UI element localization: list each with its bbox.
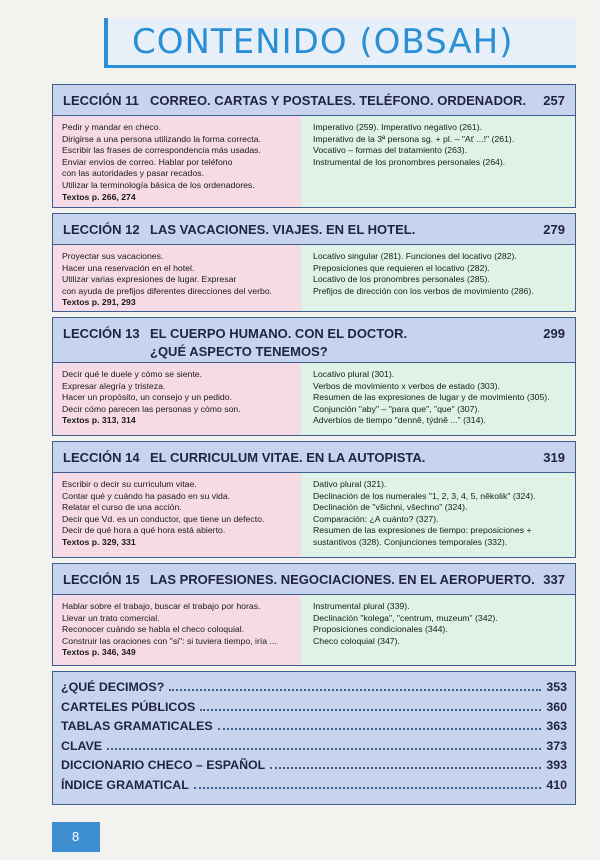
index-entry[interactable] [61,778,567,798]
grammar-line: Prefijos de dirección con los verbos de movimiento (286). [313,285,534,296]
grammar-line: Declinación "kolega", "centrum, muzeum" (342). [313,612,498,623]
index-label: ÍNDICE GRAMATICAL [61,777,189,792]
leader-dots [270,767,541,769]
lesson-header[interactable] [53,85,575,116]
lesson-goals [53,116,301,207]
lesson-11 [52,84,576,208]
grammar-line: Instrumental plural (339). [313,601,410,611]
grammar-line: Instrumental de los pronombres personales (264). [313,156,506,167]
index-label: TABLAS GRAMATICALES [61,719,213,734]
textos-reference: Textos p. 329, 331 [62,536,136,547]
lesson-header[interactable] [53,318,575,363]
textos-reference: Textos p. 291, 293 [62,297,136,308]
grammar-line: Declinación de "všichni, všechno" (324). [313,502,468,513]
goal-line: Llevar un trato comercial. [62,612,160,623]
lesson-page: 319 [543,450,565,465]
index-label: CARTELES PÚBLICOS [61,699,196,714]
goal-line: Decir de qué hora a qué hora está abierto. [62,525,226,536]
lesson-goals [53,595,301,665]
grammar-line: Locativo singular (281). Funciones del locativo (282). [313,251,517,261]
goal-line: Enviar envíos de correo. Hablar por teléfono [62,156,233,167]
goal-line: Dirigirse a una persona utilizando la forma correcta. [62,133,261,144]
goal-line: Decir qué le duele y cómo se siente. [62,369,203,379]
goal-line: Utilizar la terminología básica de los ordenadores. [62,179,255,190]
lesson-goals [53,363,301,435]
grammar-line: Conjunción "aby" – "para que", "que" (307). [313,403,480,414]
goal-line: Reconocer cuándo se habla el checo coloquial. [62,624,245,635]
index-entry[interactable] [61,700,567,720]
lesson-14 [52,441,576,558]
index-entry[interactable] [61,739,567,759]
goal-line: Utilizar varias expresiones de lugar. Expresar [62,274,237,285]
goal-line: Escribir o decir su curriculum vitae. [62,479,197,489]
lesson-page: 299 [543,326,565,341]
grammar-line: Verbos de movimiento x verbos de estado (303). [313,380,500,391]
contents-list [52,84,576,805]
lesson-page: 257 [543,93,565,108]
goal-line: Construir las oraciones con "si": si tuviera tiempo, iría ... [62,635,277,646]
goal-line: Decir cómo parecen las personas y cómo son. [62,403,241,414]
lesson-page: 337 [543,572,565,587]
textos-reference: Textos p. 346, 349 [62,647,136,658]
leader-dots [194,787,542,789]
lesson-header[interactable] [53,564,575,595]
lesson-title: LAS PROFESIONES. NEGOCIACIONES. EN EL AEROPUERTO. [150,572,535,587]
index-label: CLAVE [61,738,103,753]
appendix-index [52,671,576,805]
grammar-line: Resumen de las expresiones de lugar y de movimiento (305). [313,392,550,403]
lesson-number: LECCIÓN 13 [63,326,140,341]
lesson-page: 279 [543,222,565,237]
goal-line: Decir que Vd. es un conductor, que tiene un defecto. [62,513,265,524]
lesson-title: LAS VACACIONES. VIAJES. EN EL HOTEL. [150,222,416,237]
grammar-line: Locativo plural (301). [313,369,395,379]
page-number-tab [52,822,100,852]
index-entry[interactable] [61,758,567,778]
lesson-number: LECCIÓN 14 [63,450,140,465]
lesson-title: EL CUERPO HUMANO. CON EL DOCTOR. [150,326,408,341]
leader-dots [107,748,541,750]
goal-line: con las autoridades y pasar recados. [62,168,204,179]
lesson-title: CORREO. CARTAS Y POSTALES. TELÉFONO. ORDENADOR. [150,93,527,108]
goal-line: Contar qué y cuándo ha pasado en su vida. [62,490,231,501]
goal-line: Hablar sobre el trabajo, buscar el trabajo por horas. [62,601,261,611]
index-page: 410 [546,777,567,792]
lesson-header[interactable] [53,442,575,473]
index-page: 373 [546,738,567,753]
lesson-grammar [301,595,575,665]
goal-line: Escribir las frases de correspondencia más usadas. [62,145,261,156]
leader-dots [218,728,542,730]
lesson-goals [53,473,301,557]
grammar-line: Preposiciones que requieren el locativo (282). [313,262,490,273]
index-entry[interactable] [61,719,567,739]
lesson-number: LECCIÓN 15 [63,572,140,587]
lesson-12 [52,213,576,312]
lesson-grammar [301,363,575,435]
lesson-title-line2: ¿QUÉ ASPECTO TENEMOS? [150,344,328,359]
lesson-number: LECCIÓN 12 [63,222,140,237]
grammar-line: Declinación de los numerales "1, 2, 3, 4, 5, několik" (324). [313,490,536,501]
grammar-line: Dativo plural (321). [313,479,387,489]
page-title: CONTENIDO (OBSAH) [132,22,514,62]
lesson-title: EL CURRICULUM VITAE. EN LA AUTOPISTA. [150,450,426,465]
lesson-grammar [301,116,575,207]
index-page: 360 [546,699,567,714]
index-label: DICCIONARIO CHECO – ESPAÑOL [61,758,266,773]
page-number: 8 [72,829,80,844]
grammar-line: Comparación: ¿A cuánto? (327). [313,513,439,524]
title-underline [106,65,576,68]
textos-reference: Textos p. 313, 314 [62,415,136,426]
lesson-15 [52,563,576,666]
lesson-grammar [301,245,575,311]
lesson-13 [52,317,576,436]
grammar-line: Checo coloquial (347). [313,635,400,646]
leader-dots [200,709,541,711]
goal-line: Relatar el curso de una acción. [62,502,182,513]
goal-line: con ayuda de prefijos diferentes direcciones del verbo. [62,285,273,296]
goal-line: Hacer una reservación en el hotel. [62,262,195,273]
goal-line: Pedir y mandar en checo. [62,122,161,132]
index-page: 363 [546,719,567,734]
goal-line: Proyectar sus vacaciones. [62,251,164,261]
grammar-line: Resumen de las expresiones de tiempo: preposiciones + [313,525,532,536]
grammar-line: Locativo de los pronombres personales (285). [313,274,490,285]
lesson-grammar [301,473,575,557]
grammar-line: sustantivos (328). Conjunciones temporales (332). [313,536,508,547]
grammar-line: Proposiciones condicionales (344). [313,624,448,635]
lesson-header[interactable] [53,214,575,245]
goal-line: Hacer un propósito, un consejo y un pedido. [62,392,233,403]
lesson-number: LECCIÓN 11 [63,93,139,108]
lesson-goals [53,245,301,311]
index-label: ¿QUÉ DECIMOS? [61,680,165,694]
grammar-line: Imperativo (259). Imperativo negativo (261). [313,122,483,132]
leader-dots [169,689,541,691]
grammar-line: Vocativo – formas del tratamiento (263). [313,145,468,156]
index-page: 353 [546,680,567,694]
textos-reference: Textos p. 266, 274 [62,191,136,202]
grammar-line: Adverbios de tiempo "denně, týdně ..." (314). [313,415,486,426]
index-page: 393 [546,758,567,773]
index-entry[interactable] [61,680,567,700]
goal-line: Expresar alegría y tristeza. [62,380,166,391]
grammar-line: Imperativo de la 3ª persona sg. + pl. – "Ať ...!" (261). [313,133,515,144]
